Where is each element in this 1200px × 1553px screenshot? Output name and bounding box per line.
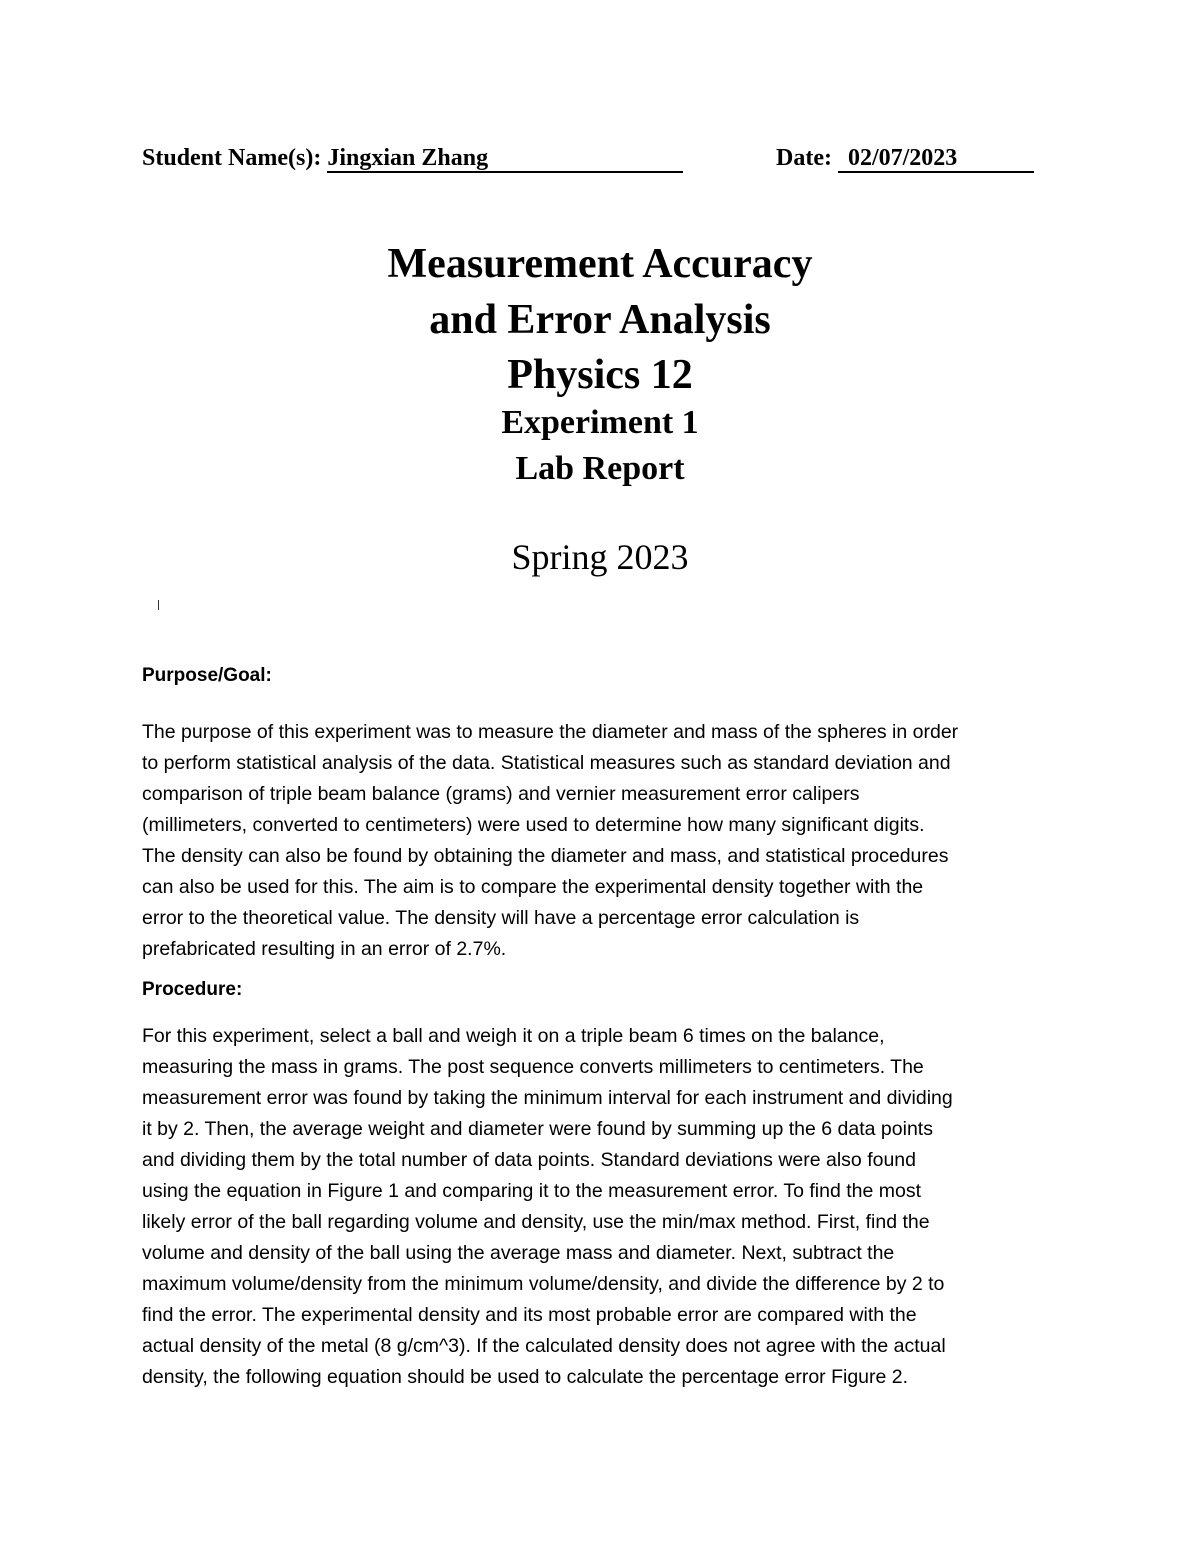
procedure-section-heading: [142, 974, 1062, 1005]
paragraph-line: comparison of triple beam balance (grams) and vernier measurement error calipers: [142, 783, 860, 805]
date-value: 02/07/2023: [838, 145, 1034, 173]
title-line-2: and Error Analysis: [429, 297, 771, 343]
date-field: [776, 140, 1034, 176]
paragraph-line: volume and density of the ball using the average mass and diameter. Next, subtract the: [142, 1242, 895, 1264]
student-name-value: Jingxian Zhang: [327, 145, 683, 173]
paragraph-line: maximum volume/density from the minimum volume/density, and divide the difference by 2 to: [142, 1273, 945, 1295]
experiment-title: Experiment 1: [501, 404, 699, 441]
paragraph-line: measuring the mass in grams. The post sequence converts millimeters to centimeters. The: [142, 1056, 924, 1078]
paragraph-line: it by 2. Then, the average weight and diameter were found by summing up the 6 data points: [142, 1118, 933, 1140]
text-cursor-mark: [158, 600, 159, 610]
paragraph-line: find the error. The experimental density and its most probable error are compared with the: [142, 1304, 917, 1326]
paragraph-line: density, the following equation should be used to calculate the percentage error Figure 2.: [142, 1366, 909, 1388]
paragraph-line: The density can also be found by obtaining the diameter and mass, and statistical procedures: [142, 845, 949, 867]
paragraph-line: actual density of the metal (8 g/cm^3). If the calculated density does not agree with the actual: [142, 1335, 946, 1357]
procedure-paragraph: [142, 1021, 1062, 1393]
report-type: Lab Report: [515, 450, 685, 487]
paragraph-line: can also be used for this. The aim is to compare the experimental density together with the: [142, 876, 924, 898]
purpose-section-heading: [142, 660, 1062, 691]
paragraph-line: For this experiment, select a ball and weigh it on a triple beam 6 times on the balance,: [142, 1025, 885, 1047]
paragraph-line: measurement error was found by taking the minimum interval for each instrument and dividing: [142, 1087, 953, 1109]
paragraph-line: using the equation in Figure 1 and comparing it to the measurement error. To find the most: [142, 1180, 922, 1202]
title-line-1: Measurement Accuracy: [387, 241, 813, 287]
student-name-label: Student Name(s):: [142, 145, 322, 171]
purpose-heading: Purpose/Goal:: [142, 665, 272, 686]
purpose-paragraph: [142, 717, 1062, 965]
date-label: Date:: [776, 145, 832, 171]
term: Spring 2023: [511, 537, 689, 577]
procedure-heading: Procedure:: [142, 979, 243, 1000]
paragraph-line: The purpose of this experiment was to measure the diameter and mass of the spheres in order: [142, 721, 959, 743]
paragraph-line: and dividing them by the total number of data points. Standard deviations were also found: [142, 1149, 916, 1171]
paragraph-line: likely error of the ball regarding volume and density, use the min/max method. First, find the: [142, 1211, 930, 1233]
paragraph-line: to perform statistical analysis of the data. Statistical measures such as standard deviation and: [142, 752, 951, 774]
student-name-field: [142, 140, 683, 176]
paragraph-line: (millimeters, converted to centimeters) were used to determine how many significant digits.: [142, 814, 925, 836]
paragraph-line: prefabricated resulting in an error of 2.7%.: [142, 938, 507, 960]
paragraph-line: error to the theoretical value. The density will have a percentage error calculation is: [142, 907, 860, 929]
course-title: Physics 12: [507, 352, 693, 398]
